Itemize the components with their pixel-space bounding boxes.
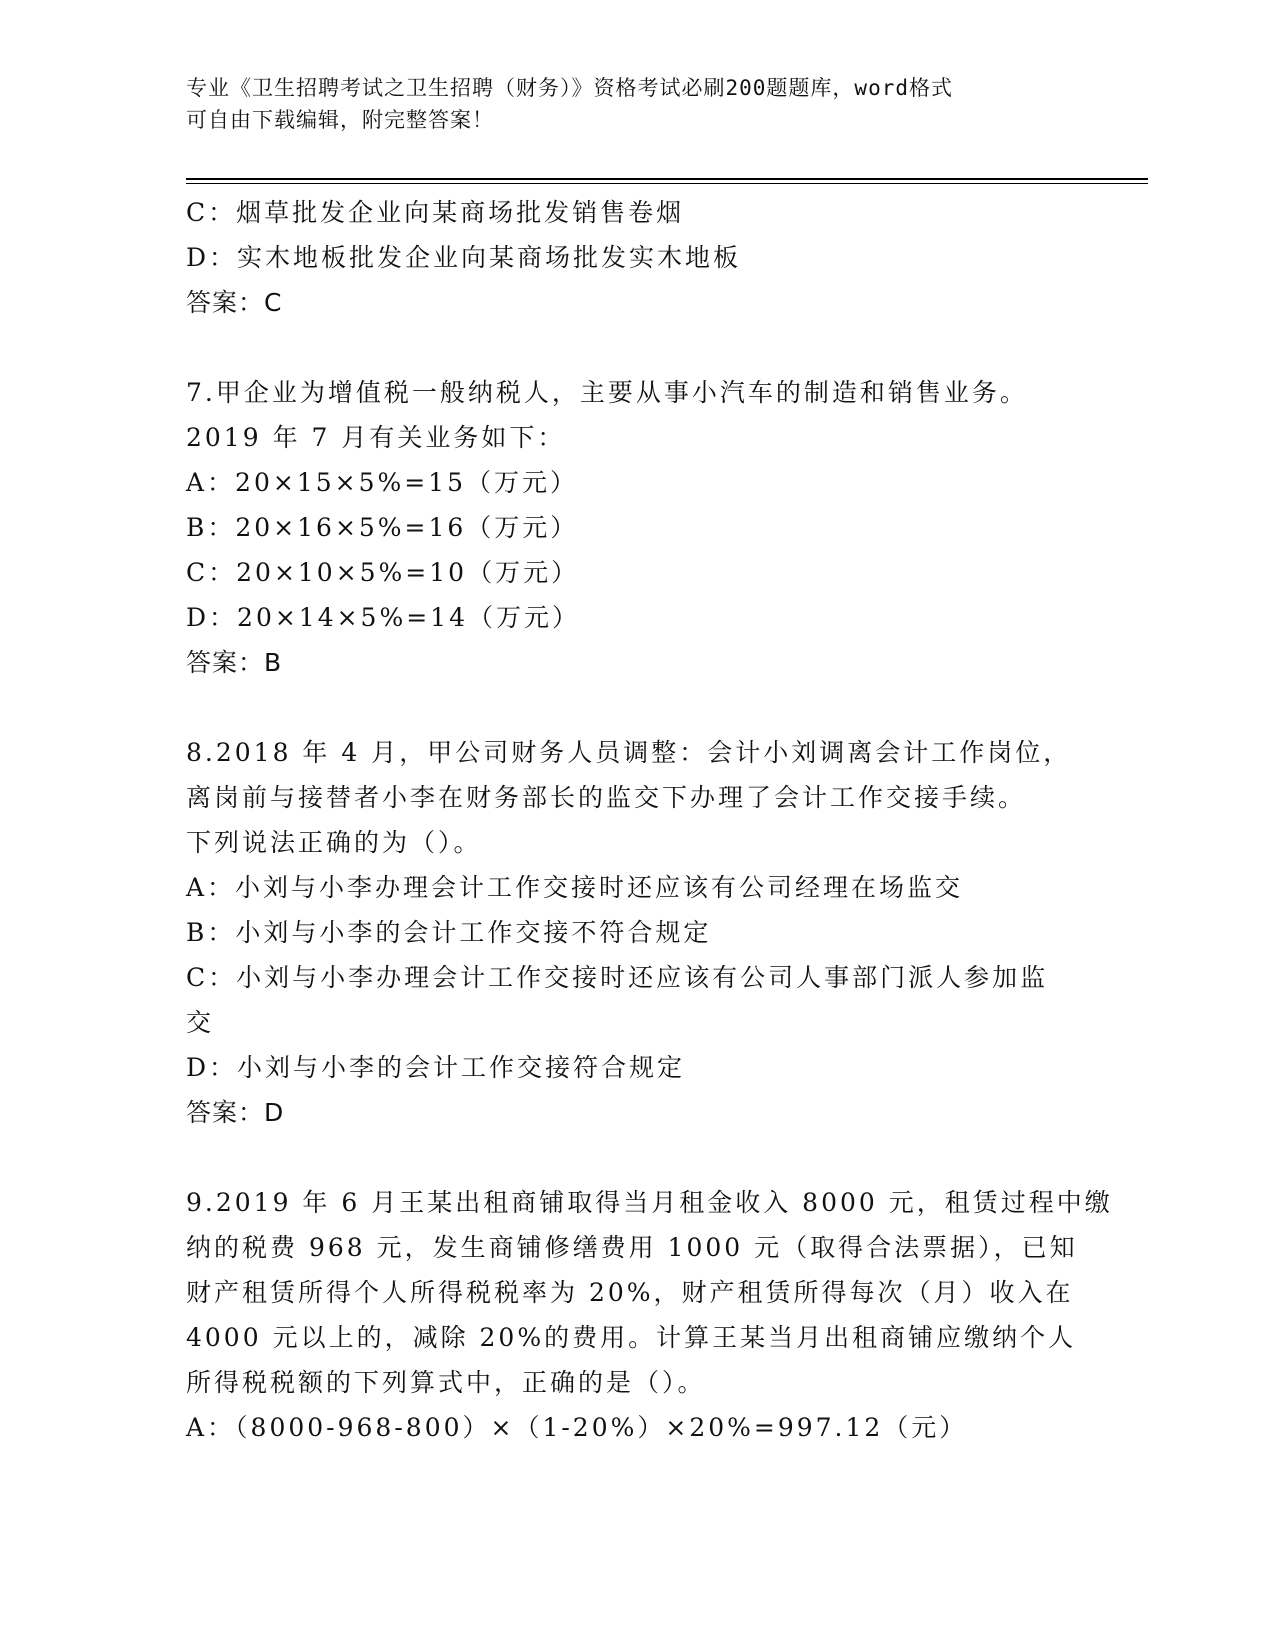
spacer: [186, 325, 1086, 370]
question-stem: 7.甲企业为增值税一般纳税人，主要从事小汽车的制造和销售业务。: [186, 378, 1028, 407]
question-stem: 4000 元以上的，减除 20%的费用。计算王某当月出租商铺应缴纳个人: [186, 1323, 1077, 1352]
question-stem: 财产租赁所得个人所得税税率为 20%，财产租赁所得每次（月）收入在: [186, 1278, 1074, 1307]
header-rule-thick: [186, 178, 1148, 180]
question-stem: 8.2018 年 4 月，甲公司财务人员调整：会计小刘调离会计工作岗位，: [186, 738, 1072, 767]
option-c: C：20×10×5%=10（万元）: [186, 558, 580, 587]
spacer: [186, 1135, 1086, 1180]
question-stem: 所得税税额的下列算式中，正确的是（）。: [186, 1368, 706, 1397]
option-b: B：20×16×5%=16（万元）: [186, 513, 579, 542]
answer-line: 答案：D: [186, 1098, 285, 1127]
page-header: [186, 72, 1086, 136]
question-stem: 下列说法正确的为（）。: [186, 828, 482, 857]
option-c: C：小刘与小李办理会计工作交接时还应该有公司人事部门派人参加监: [186, 963, 1049, 992]
question-stem: 9.2019 年 6 月王某出租商铺取得当月租金收入 8000 元，租赁过程中缴: [186, 1188, 1113, 1217]
option-d: D：实木地板批发企业向某商场批发实木地板: [186, 243, 742, 272]
option-c: C：烟草批发企业向某商场批发销售卷烟: [186, 198, 685, 227]
spacer: [186, 685, 1086, 730]
question-6-tail: [186, 190, 1086, 325]
question-stem: 离岗前与接替者小李在财务部长的监交下办理了会计工作交接手续。: [186, 783, 1027, 812]
answer-line: 答案：B: [186, 648, 283, 677]
header-rule-thin: [186, 183, 1148, 184]
question-stem: 2019 年 7 月有关业务如下：: [186, 423, 566, 452]
option-c-continued: 交: [186, 1008, 215, 1037]
question-9: [186, 1180, 1113, 1450]
option-d: D：小刘与小李的会计工作交接符合规定: [186, 1053, 686, 1082]
option-a: A：（8000-968-800）×（1-20%）×20%=997.12（元）: [186, 1413, 968, 1442]
answer-line: 答案：C: [186, 288, 283, 317]
question-content: [186, 190, 1113, 1450]
question-7: [186, 370, 1086, 685]
option-a: A：20×15×5%=15（万元）: [186, 468, 578, 497]
option-b: B：小刘与小李的会计工作交接不符合规定: [186, 918, 712, 947]
question-stem: 纳的税费 968 元，发生商铺修缮费用 1000 元（取得合法票据），已知: [186, 1233, 1078, 1262]
question-8: [186, 730, 1086, 1135]
option-a: A：小刘与小李办理会计工作交接时还应该有公司经理在场监交: [186, 873, 964, 902]
option-d: D：20×14×5%=14（万元）: [186, 603, 580, 632]
header-line-1: 专业《卫生招聘考试之卫生招聘（财务）》资格考试必刷200题题库，word格式: [186, 76, 953, 100]
header-line-2: 可自由下载编辑，附完整答案！: [186, 108, 494, 132]
